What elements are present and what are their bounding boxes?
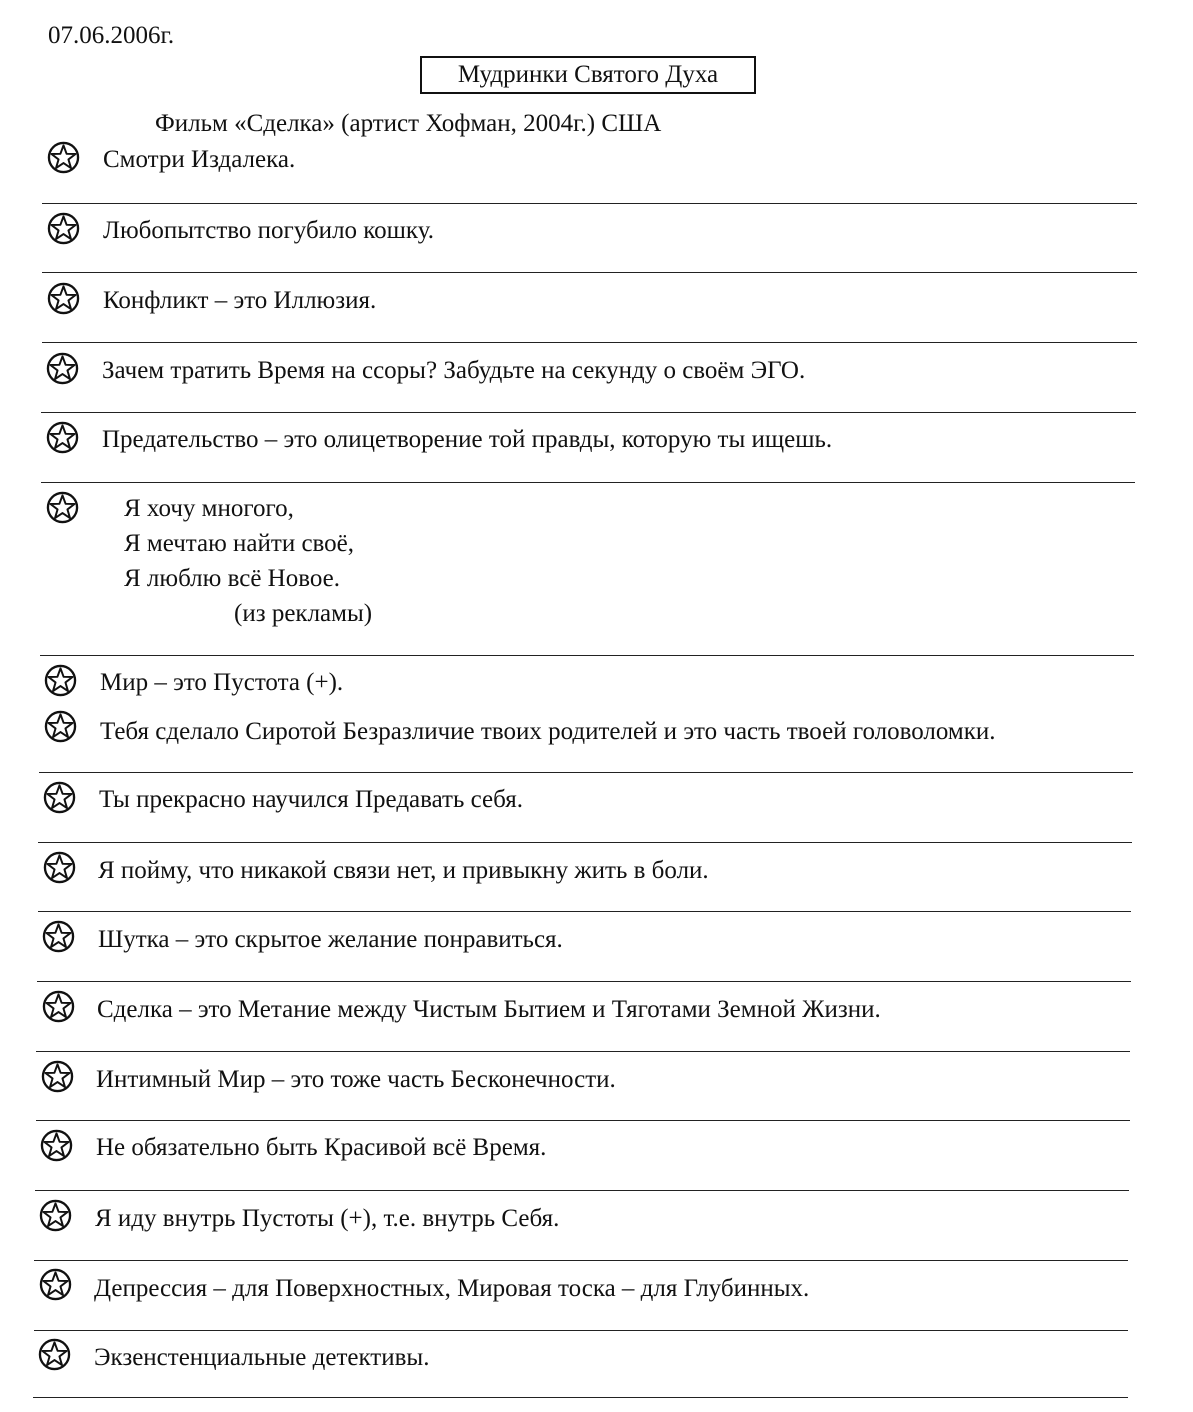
star-bullet-icon — [46, 352, 79, 385]
divider — [33, 1397, 1128, 1398]
star-bullet-icon — [38, 1338, 71, 1371]
divider — [34, 1260, 1128, 1261]
star-bullet-icon — [39, 1268, 72, 1301]
star-bullet-icon — [43, 781, 76, 814]
poem-line: Я хочу многого, — [124, 495, 294, 522]
star-bullet-icon — [46, 421, 79, 454]
star-bullet-icon — [43, 851, 76, 884]
star-bullet-icon — [39, 1199, 72, 1232]
item-text: Смотри Издалека. — [103, 146, 296, 173]
divider — [42, 272, 1137, 273]
item-text: Шутка – это скрытое желание понравиться. — [98, 926, 563, 953]
poem-line: Я мечтаю найти своё, — [124, 530, 355, 557]
star-bullet-icon — [47, 212, 80, 245]
item-text: Тебя сделало Сиротой Безразличие твоих родителей и это часть твоей головоломки. — [100, 718, 996, 745]
star-bullet-icon — [44, 710, 77, 743]
star-bullet-icon — [46, 491, 79, 524]
divider — [38, 911, 1131, 912]
item-text: Сделка – это Метание между Чистым Бытием и Тяготами Земной Жизни. — [97, 996, 881, 1023]
divider — [36, 1120, 1130, 1121]
item-text: Депрессия – для Поверхностных, Мировая тоска – для Глубинных. — [94, 1275, 810, 1302]
star-bullet-icon — [41, 1060, 74, 1093]
divider — [41, 482, 1135, 483]
item-text: Мир – это Пустота (+). — [100, 669, 344, 696]
divider — [42, 203, 1137, 204]
divider — [40, 655, 1134, 656]
item-text: Зачем тратить Время на ссоры? Забудьте на секунду о своём ЭГО. — [102, 357, 806, 384]
star-bullet-icon — [44, 664, 77, 697]
star-bullet-icon — [47, 282, 80, 315]
item-text: Любопытство погубило кошку. — [103, 217, 434, 244]
divider — [42, 342, 1137, 343]
item-text: Интимный Мир – это тоже часть Бесконечности. — [96, 1066, 616, 1093]
page-subtitle: Фильм «Сделка» (артист Хофман, 2004г.) США — [155, 110, 662, 137]
divider — [41, 412, 1136, 413]
item-text: Не обязательно быть Красивой всё Время. — [96, 1134, 547, 1161]
item-text: Конфликт – это Иллюзия. — [103, 287, 377, 314]
item-text: Я пойму, что никакой связи нет, и привыкну жить в боли. — [98, 857, 709, 884]
item-text: Экзенстенциальные детективы. — [94, 1344, 430, 1371]
star-bullet-icon — [42, 990, 75, 1023]
item-text: Я иду внутрь Пустоты (+), т.е. внутрь Себя. — [95, 1205, 560, 1232]
star-bullet-icon — [40, 1129, 73, 1162]
poem-source: (из рекламы) — [234, 600, 373, 627]
divider — [37, 981, 1131, 982]
divider — [36, 1051, 1130, 1052]
item-text: Ты прекрасно научился Предавать себя. — [99, 786, 523, 813]
star-bullet-icon — [47, 141, 80, 174]
poem-line: Я люблю всё Новое. — [124, 565, 341, 592]
item-text: Предательство – это олицетворение той правды, которую ты ищешь. — [102, 426, 833, 453]
divider — [39, 772, 1133, 773]
star-bullet-icon — [42, 920, 75, 953]
date-label: 07.06.2006г. — [48, 22, 175, 49]
divider — [35, 1190, 1129, 1191]
divider — [38, 842, 1132, 843]
divider — [34, 1330, 1128, 1331]
page-title: Мудринки Святого Духа — [420, 56, 756, 94]
